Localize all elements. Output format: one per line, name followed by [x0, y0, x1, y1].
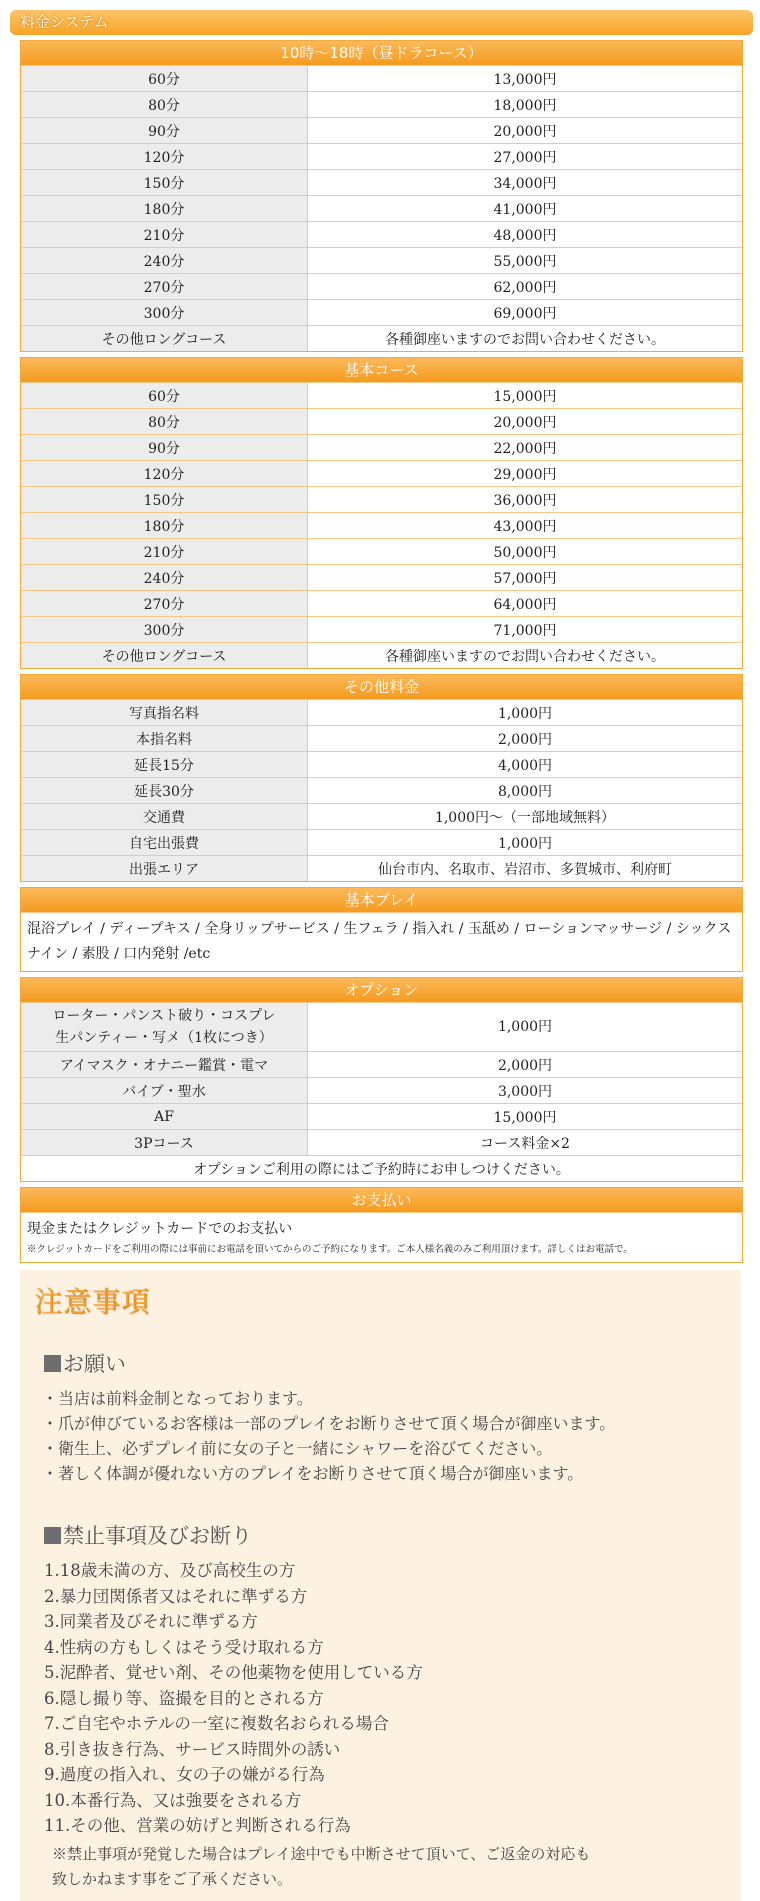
prohibited-title: 禁止事項及びお断り	[63, 1524, 252, 1548]
requests-heading	[44, 1348, 126, 1378]
row-value: 13,000円	[308, 66, 743, 92]
table-row	[21, 487, 742, 513]
table-row	[21, 513, 742, 539]
row-label: 180分	[21, 196, 308, 222]
table-row	[21, 248, 742, 274]
table-row	[21, 66, 742, 92]
table-row	[21, 196, 742, 222]
list-item: 1.18歳未満の方、及び高校生の方	[44, 1561, 296, 1580]
table-row	[21, 144, 742, 170]
row-value: 各種御座いますのでお問い合わせください。	[308, 326, 743, 352]
row-value: 1,000円～（一部地域無料）	[308, 804, 743, 830]
row-value: 55,000円	[308, 248, 743, 274]
row-label-line: ローター・パンスト破り・コスプレ	[52, 1008, 276, 1024]
table-row	[21, 565, 742, 591]
table-row	[21, 300, 742, 326]
section-title: 10時～18時（昼ドラコース）	[21, 41, 742, 65]
table-row	[21, 830, 742, 856]
row-value: 64,000円	[308, 591, 743, 617]
table-row	[21, 435, 742, 461]
row-value: 27,000円	[308, 144, 743, 170]
row-value: 仙台市内、名取市、岩沼市、多賀城市、利府町	[308, 856, 743, 882]
table-row	[21, 1130, 742, 1156]
section-title: 基本プレイ	[21, 888, 742, 912]
row-label: 150分	[21, 487, 308, 513]
notice-section	[20, 1270, 741, 1901]
row-value: 20,000円	[308, 409, 743, 435]
table-row	[21, 752, 742, 778]
row-label: 延長30分	[21, 778, 308, 804]
row-value: 50,000円	[308, 539, 743, 565]
row-value: 8,000円	[308, 778, 743, 804]
list-item: 6.隠し撮り等、盗撮を目的とされる方	[44, 1688, 324, 1708]
table-row	[21, 222, 742, 248]
row-value: 57,000円	[308, 565, 743, 591]
table-row	[21, 1078, 742, 1104]
row-value: 34,000円	[308, 170, 743, 196]
row-value: 1,000円	[308, 700, 743, 726]
row-label: 60分	[21, 66, 308, 92]
row-label: 写真指名料	[21, 700, 308, 726]
table-row	[21, 726, 742, 752]
row-label: 出張エリア	[21, 856, 308, 882]
basic-course-section	[20, 357, 743, 669]
row-label: 120分	[21, 461, 308, 487]
list-item: 10.本番行為、又は強要をされる方	[44, 1790, 302, 1810]
table-row	[21, 643, 742, 669]
page-title: 料金システム	[10, 10, 753, 35]
row-value: 36,000円	[308, 487, 743, 513]
list-item: 8.引き抜き行為、サービス時間外の誘い	[44, 1739, 341, 1759]
row-value: 4,000円	[308, 752, 743, 778]
list-item: 7.ご自宅やホテルの一室に複数名おられる場合	[44, 1714, 389, 1733]
row-label: 交通費	[21, 804, 308, 830]
row-value: 62,000円	[308, 274, 743, 300]
row-label: 3Pコース	[21, 1130, 308, 1156]
prohibited-heading	[44, 1520, 252, 1550]
table-row	[21, 170, 742, 196]
row-label: 300分	[21, 300, 308, 326]
list-item: 5.泥酔者、覚せい剤、その他薬物を使用している方	[44, 1663, 423, 1682]
row-label: 延長15分	[21, 752, 308, 778]
section-title: その他料金	[21, 675, 742, 699]
row-value: 29,000円	[308, 461, 743, 487]
section-title: オプション	[21, 978, 742, 1002]
other-fees-section	[20, 674, 743, 882]
play-list-text: 混浴プレイ / ディープキス / 全身リップサービス / 生フェラ / 指入れ / 玉舐め / ローションマッサージ / シックスナイン / 素股 / 口内発射 /etc	[21, 912, 742, 971]
basic-play-section	[20, 887, 743, 972]
footnote-line: ※禁止事項が発覚した場合はプレイ途中でも中断させて頂いて、ご返金の対応も	[52, 1845, 591, 1863]
table-row	[21, 1104, 742, 1130]
table-row	[21, 1003, 742, 1052]
payment-text: 現金またはクレジットカードでのお支払い	[21, 1212, 742, 1242]
list-item: ・著しく体調が優れない方のプレイをお断りさせて頂く場合が御座います。	[42, 1464, 584, 1483]
list-item: 2.暴力団関係者又はそれに準ずる方	[44, 1586, 308, 1606]
row-value: 15,000円	[308, 383, 743, 409]
row-label: その他ロングコース	[21, 643, 308, 669]
row-value: 41,000円	[308, 196, 743, 222]
requests-list	[42, 1386, 615, 1486]
payment-note: ※クレジットカードをご利用の際には事前にお電話を頂いてからのご予約になります。ご本人様名義のみご利用頂けます。詳しくはお電話で。	[27, 1244, 633, 1255]
table-row	[21, 617, 742, 643]
row-label: 270分	[21, 274, 308, 300]
list-item: 4.性病の方もしくはそう受け取れる方	[44, 1637, 324, 1657]
row-label: 270分	[21, 591, 308, 617]
section-title: お支払い	[21, 1188, 742, 1212]
row-label: 本指名料	[21, 726, 308, 752]
table-row	[21, 804, 742, 830]
row-label: 240分	[21, 565, 308, 591]
row-value: 43,000円	[308, 513, 743, 539]
row-label-line: 生パンティー・写メ（1枚につき）	[55, 1030, 273, 1046]
options-note: オプションご利用の際にはご予約時にお申しつけください。	[21, 1156, 742, 1182]
row-label: アイマスク・オナニー鑑賞・電マ	[21, 1052, 308, 1078]
list-item: 3.同業者及びそれに準ずる方	[44, 1612, 258, 1631]
row-label: 300分	[21, 617, 308, 643]
table-row	[21, 461, 742, 487]
square-bullet-icon	[44, 1355, 61, 1372]
row-label: 80分	[21, 92, 308, 118]
table-row	[21, 92, 742, 118]
prohibited-list	[44, 1558, 423, 1839]
list-item: 9.過度の指入れ、女の子の嫌がる行為	[44, 1765, 325, 1784]
row-value: 1,000円	[308, 1003, 743, 1052]
row-label: 150分	[21, 170, 308, 196]
price-page	[10, 10, 753, 1901]
row-value: 22,000円	[308, 435, 743, 461]
daytime-course-section	[20, 40, 743, 352]
table-row	[21, 274, 742, 300]
row-label: 60分	[21, 383, 308, 409]
square-bullet-icon	[44, 1527, 61, 1544]
row-label: 180分	[21, 513, 308, 539]
row-value: 3,000円	[308, 1078, 743, 1104]
table-row	[21, 539, 742, 565]
table-row	[21, 1052, 742, 1078]
row-label: バイブ・聖水	[21, 1078, 308, 1104]
row-value: 71,000円	[308, 617, 743, 643]
table-row	[21, 1156, 742, 1182]
row-value: 69,000円	[308, 300, 743, 326]
payment-section	[20, 1187, 743, 1263]
price-table	[21, 699, 742, 881]
row-label: 120分	[21, 144, 308, 170]
row-value: 15,000円	[308, 1104, 743, 1130]
row-label: AF	[21, 1104, 308, 1130]
row-label: 210分	[21, 222, 308, 248]
row-value: コース料金×2	[308, 1130, 743, 1156]
list-item: 11.その他、営業の妨げと判断される行為	[44, 1816, 351, 1835]
row-label: 自宅出張費	[21, 830, 308, 856]
table-row	[21, 591, 742, 617]
footnote-line: 致しかねます事をご了承ください。	[52, 1870, 293, 1888]
row-label: 90分	[21, 118, 308, 144]
row-label: その他ロングコース	[21, 326, 308, 352]
row-value: 1,000円	[308, 830, 743, 856]
row-value: 18,000円	[308, 92, 743, 118]
price-table	[21, 1002, 742, 1181]
list-item: ・当店は前料金制となっております。	[42, 1389, 313, 1408]
table-row	[21, 700, 742, 726]
table-row	[21, 326, 742, 352]
price-table	[21, 65, 742, 351]
price-table	[21, 382, 742, 668]
row-label: 240分	[21, 248, 308, 274]
table-row	[21, 118, 742, 144]
table-row	[21, 856, 742, 882]
row-label: 210分	[21, 539, 308, 565]
row-value: 各種御座いますのでお問い合わせください。	[308, 643, 743, 669]
requests-title: お願い	[63, 1352, 126, 1376]
row-value: 20,000円	[308, 118, 743, 144]
list-item: ・爪が伸びているお客様は一部のプレイをお断りさせて頂く場合が御座います。	[42, 1414, 616, 1433]
row-value: 48,000円	[308, 222, 743, 248]
row-value: 2,000円	[308, 726, 743, 752]
row-label: 90分	[21, 435, 308, 461]
row-label	[21, 1003, 308, 1052]
section-title: 基本コース	[21, 358, 742, 382]
row-value: 2,000円	[308, 1052, 743, 1078]
notice-title: 注意事項	[34, 1285, 151, 1318]
table-row	[21, 409, 742, 435]
row-label: 80分	[21, 409, 308, 435]
list-item: ・衛生上、必ずプレイ前に女の子と一緒にシャワーを浴びてください。	[42, 1439, 553, 1458]
notice-footnote	[52, 1842, 590, 1892]
table-row	[21, 778, 742, 804]
table-row	[21, 383, 742, 409]
options-section	[20, 977, 743, 1182]
